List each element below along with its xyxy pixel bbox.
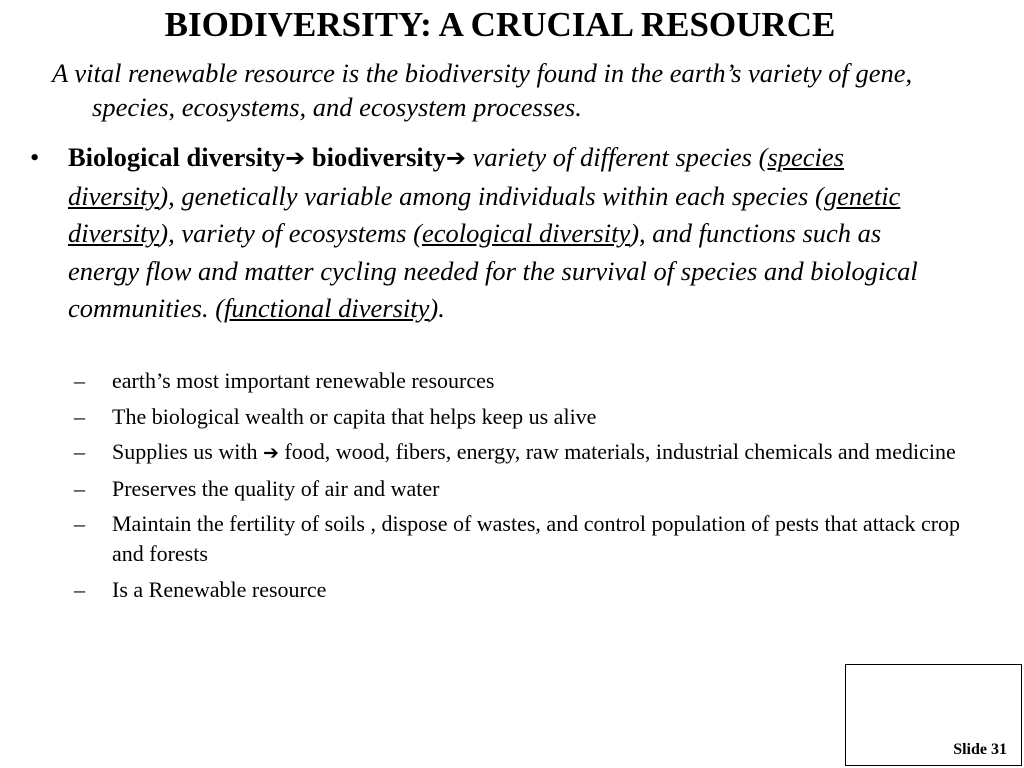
definition-text: ). xyxy=(429,293,445,323)
slide-title: BIODIVERSITY: A CRUCIAL RESOURCE xyxy=(164,5,836,44)
dash-marker: – xyxy=(74,475,85,501)
arrow-right-icon: ➔ xyxy=(285,144,306,172)
dash-marker: – xyxy=(74,403,85,429)
main-bullet-text xyxy=(68,139,940,328)
term-biological-diversity: Biological diversity xyxy=(68,142,286,172)
list-item xyxy=(74,437,974,468)
bullet-dot: • xyxy=(30,142,40,172)
definition-text: ), and functions such as energy flow and matter cycling needed for the survival of species and biological communities. ( xyxy=(68,218,918,323)
dash-marker: – xyxy=(74,439,85,464)
definition-text: ), variety of ecosystems ( xyxy=(159,218,422,248)
list-item-text: Preserves the quality of air and water xyxy=(112,475,440,501)
sub-bullet-list xyxy=(74,366,974,610)
list-item-text: food, wood, fibers, energy, raw materials, industrial chemicals and medicine xyxy=(278,439,956,464)
species-diversity-term: species diversity xyxy=(68,142,844,211)
dash-marker: – xyxy=(74,368,85,393)
list-item-text: Maintain the fertility of soils , dispose of wastes, and control population of pests that attack crop and forests xyxy=(112,511,961,566)
term-biodiversity: biodiversity xyxy=(305,142,446,172)
list-item xyxy=(74,366,974,396)
list-item-text: earth’s most important renewable resources xyxy=(112,368,495,393)
slide-subtitle: A vital renewable resource is the biodiversity found in the earth’s variety of gene, species, ecosystems, and ecosystem processes. xyxy=(52,58,913,122)
genetic-diversity-term: genetic diversity xyxy=(68,180,901,248)
definition-text: ), genetically variable among individuals within each species ( xyxy=(159,180,824,211)
list-item xyxy=(74,402,974,432)
slide-number-box xyxy=(845,664,1022,766)
definition-text: variety of different species ( xyxy=(465,142,768,172)
list-item-text: Supplies us with xyxy=(112,439,263,464)
list-item xyxy=(74,474,974,504)
list-item-text: Is a Renewable resource xyxy=(112,576,327,602)
dash-marker: – xyxy=(74,576,85,602)
slide-number: Slide 31 xyxy=(953,741,1007,758)
dash-marker: – xyxy=(74,511,85,536)
arrow-right-icon: ➔ xyxy=(445,144,466,172)
arrow-right-icon: ➔ xyxy=(262,442,279,464)
list-item xyxy=(74,509,974,569)
list-item-text: The biological wealth or capita that helps keep us alive xyxy=(112,403,597,429)
list-item xyxy=(74,575,974,605)
ecological-diversity-term: ecological diversity xyxy=(421,218,631,248)
main-bullet xyxy=(30,139,940,328)
functional-diversity-term: functional diversity xyxy=(224,293,430,323)
